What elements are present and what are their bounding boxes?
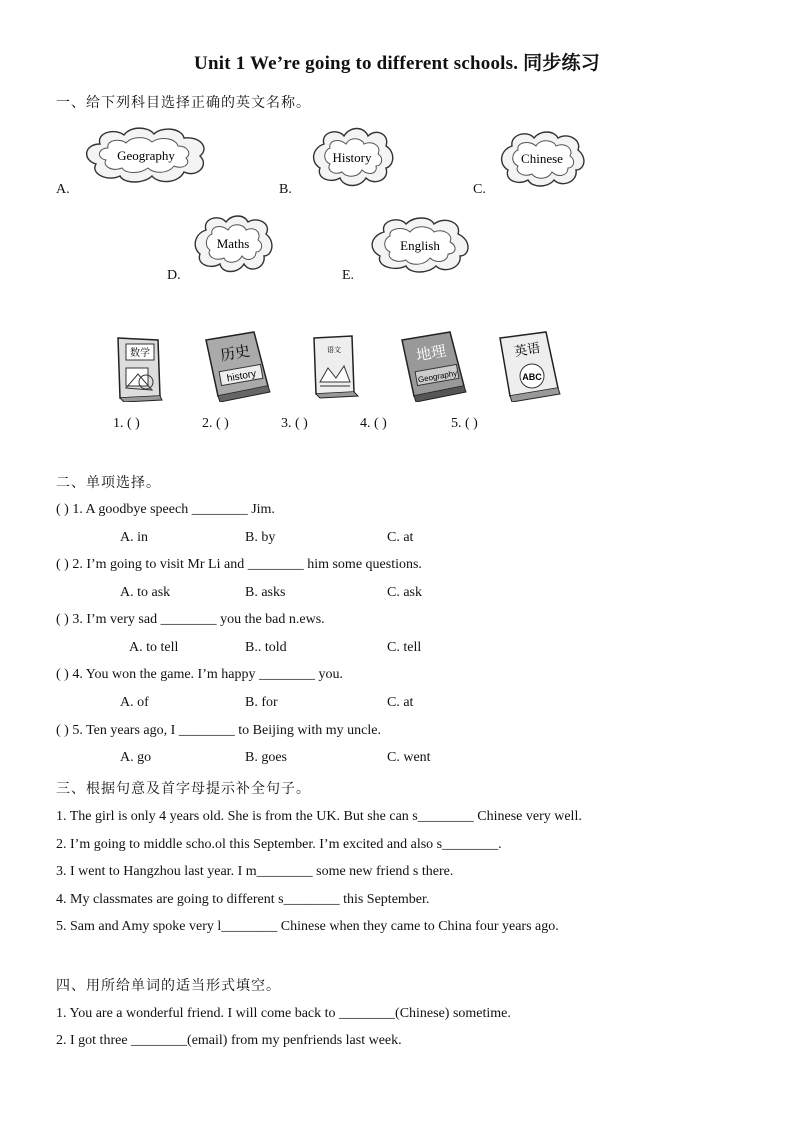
book-maths	[112, 334, 166, 407]
book-label: 语文	[327, 346, 341, 354]
question-stem: ( ) 3. I’m very sad ________ you the bad n.ews.	[56, 612, 325, 627]
question-stem: ( ) 4. You won the game. I’m happy ________ you.	[56, 667, 343, 682]
option-a[interactable]: A. of	[120, 695, 149, 710]
option-b[interactable]: B. by	[245, 530, 276, 545]
book-sub: Geography	[417, 368, 458, 385]
section-3-heading: 三、根据句意及首字母提示补全句子。	[56, 781, 311, 797]
option-letter-b: B.	[279, 182, 292, 197]
answer-blank[interactable]: 3. ( )	[281, 416, 308, 431]
book-history	[202, 330, 272, 407]
fill-line: 3. I went to Hangzhou last year. I m________ some new friend s there.	[56, 864, 454, 879]
cloud-word: History	[332, 150, 372, 165]
option-a[interactable]: A. to tell	[129, 640, 179, 655]
question-stem: ( ) 2. I’m going to visit Mr Li and ________ him some questions.	[56, 557, 422, 572]
option-letter-d: D.	[167, 268, 181, 283]
cloud-history	[310, 126, 394, 188]
page-title: Unit 1 We’re going to different schools. 同步练习	[194, 53, 600, 74]
cloud-maths	[192, 214, 274, 274]
book-chinese	[310, 334, 360, 405]
fill-line: 2. I’m going to middle scho.ol this September. I’m excited and also s________.	[56, 837, 502, 852]
option-a[interactable]: A. go	[120, 750, 152, 765]
fill-line: 1. The girl is only 4 years old. She is from the UK. But she can s________ Chinese very well.	[56, 809, 582, 824]
fill-line: 1. You are a wonderful friend. I will come back to ________(Chinese) sometime.	[56, 1006, 511, 1021]
question-stem: ( ) 5. Ten years ago, I ________ to Beijing with my uncle.	[56, 723, 381, 738]
cloud-word: Chinese	[521, 151, 563, 166]
fill-line: 2. I got three ________(email) from my penfriends last week.	[56, 1033, 402, 1048]
cloud-word: Geography	[117, 148, 175, 163]
option-b[interactable]: B. for	[245, 695, 278, 710]
book-sub: ABC	[522, 372, 542, 382]
cloud-english	[368, 216, 472, 274]
book-geography	[398, 330, 468, 407]
answer-blank[interactable]: 1. ( )	[113, 416, 140, 431]
option-a[interactable]: A. to ask	[120, 585, 171, 600]
fill-line: 5. Sam and Amy spoke very l________ Chinese when they came to China four years ago.	[56, 919, 559, 934]
answer-blank[interactable]: 4. ( )	[360, 416, 387, 431]
cloud-geography	[82, 126, 210, 184]
option-a[interactable]: A. in	[120, 530, 148, 545]
question-stem: ( ) 1. A goodbye speech ________ Jim.	[56, 502, 275, 517]
option-letter-a: A.	[56, 182, 70, 197]
section-4-heading: 四、用所给单词的适当形式填空。	[56, 978, 281, 994]
book-label: 数学	[130, 348, 150, 359]
option-letter-e: E.	[342, 268, 355, 283]
cloud-chinese	[498, 130, 586, 188]
book-label: 历史	[218, 341, 252, 365]
option-c[interactable]: C. at	[387, 695, 414, 710]
answer-blank[interactable]: 2. ( )	[202, 416, 229, 431]
fill-line: 4. My classmates are going to different s________ this September.	[56, 892, 430, 907]
book-english	[496, 330, 562, 407]
section-1-heading: 一、给下列科目选择正确的英文名称。	[56, 95, 311, 111]
cloud-word: Maths	[216, 236, 250, 251]
option-c[interactable]: C. at	[387, 530, 414, 545]
book-label: 英语	[513, 340, 542, 361]
option-b[interactable]: B. goes	[245, 750, 287, 765]
option-b[interactable]: B. asks	[245, 585, 286, 600]
option-c[interactable]: C. ask	[387, 585, 422, 600]
book-label: 地理	[414, 341, 448, 365]
option-b[interactable]: B.. told	[245, 640, 287, 655]
option-c[interactable]: C. went	[387, 750, 431, 765]
section-2-heading: 二、单项选择。	[56, 475, 161, 491]
cloud-word: English	[400, 238, 440, 253]
answer-blank[interactable]: 5. ( )	[451, 416, 478, 431]
book-sub: history	[226, 368, 258, 385]
option-letter-c: C.	[473, 182, 486, 197]
option-c[interactable]: C. tell	[387, 640, 422, 655]
